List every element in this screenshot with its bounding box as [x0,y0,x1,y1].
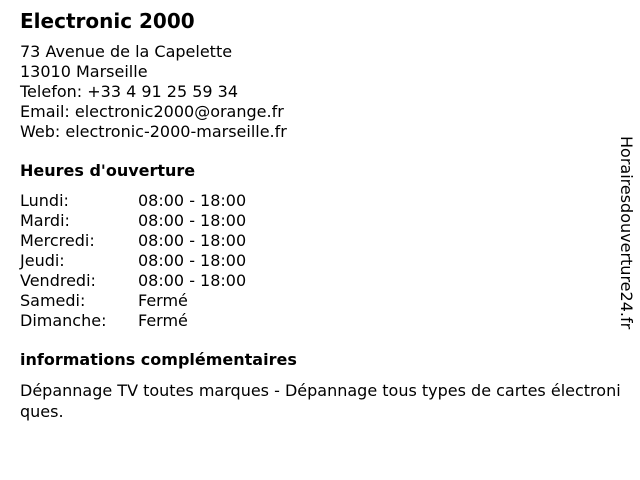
hours-time: Fermé [138,291,188,310]
hours-row-friday [20,271,610,291]
business-card [20,8,621,422]
info-description: Dépannage TV toutes marques - Dépannage tous types de cartes électroniques. [20,381,621,421]
phone-line: Telefon: +33 4 91 25 59 34 [20,82,239,101]
hours-day: Samedi: [20,291,86,310]
hours-day: Mardi: [20,211,70,230]
watermark-text: Horairesdouverture24.fr [617,136,636,330]
hours-time: 08:00 - 18:00 [138,231,247,250]
web-line: Web: electronic-2000-marseille.fr [20,122,287,141]
hours-row-thursday [20,251,610,271]
hours-day: Vendredi: [20,271,96,290]
info-heading: informations complémentaires [20,350,297,369]
hours-row-monday [20,191,610,211]
hours-time: Fermé [138,311,188,330]
hours-day: Dimanche: [20,311,107,330]
hours-list [20,191,610,331]
business-name: Electronic 2000 [20,9,195,33]
hours-row-wednesday [20,231,610,251]
hours-row-tuesday [20,211,610,231]
hours-row-sunday [20,311,610,331]
hours-heading: Heures d'ouverture [20,161,196,180]
hours-time: 08:00 - 18:00 [138,271,247,290]
hours-day: Lundi: [20,191,69,210]
hours-row-saturday [20,291,610,311]
hours-time: 08:00 - 18:00 [138,211,247,230]
address-line-1: 73 Avenue de la Capelette [20,42,233,61]
hours-time: 08:00 - 18:00 [138,251,247,270]
hours-day: Mercredi: [20,231,95,250]
address-line-2: 13010 Marseille [20,62,148,81]
hours-time: 08:00 - 18:00 [138,191,247,210]
hours-day: Jeudi: [20,251,65,270]
email-line: Email: electronic2000@orange.fr [20,102,284,121]
